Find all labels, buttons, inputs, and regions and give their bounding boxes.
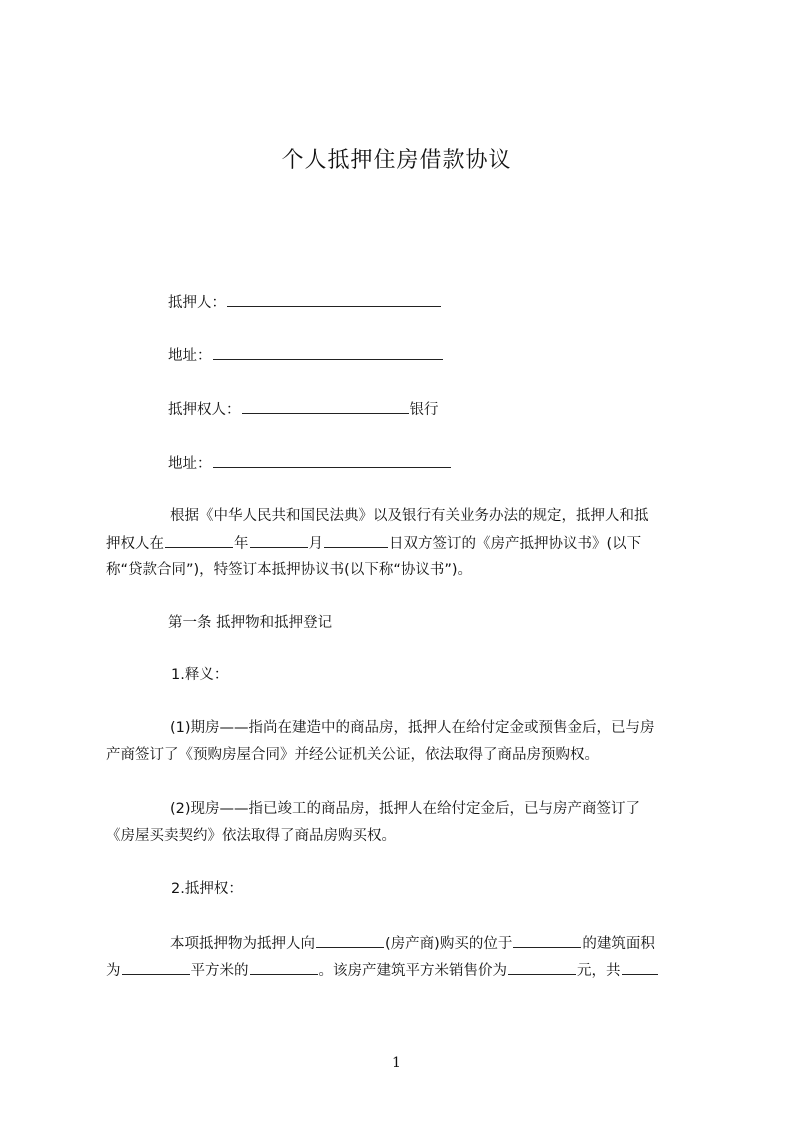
total-blank	[622, 960, 658, 975]
address2-field	[168, 453, 452, 474]
day-blank	[324, 533, 388, 548]
section-2-heading: 2.抵押权：	[171, 881, 243, 897]
paragraph-1-line-1: (1)期房——指尚在建造中的商品房，抵押人在给付定金或预售金后，已与房	[170, 720, 655, 736]
address2-blank	[213, 453, 451, 468]
section-1-heading: 1.释义：	[171, 667, 229, 683]
mortgagor-label: 抵押人：	[168, 295, 226, 311]
year-label: 年	[234, 536, 249, 552]
address1-label: 地址：	[168, 348, 212, 364]
mortgagee-field	[168, 399, 439, 420]
p3-text-d: 为	[106, 963, 121, 979]
year-blank	[165, 533, 233, 548]
p3-text-c: 的建筑面积	[582, 936, 655, 952]
document-title: 个人抵押住房借款协议	[281, 148, 512, 173]
article-1-heading: 第一条 抵押物和抵押登记	[168, 615, 333, 631]
intro-line-2	[106, 533, 641, 554]
intro-line-3: 称“贷款合同”)，特签订本抵押协议书(以下称“协议书”)。	[106, 562, 473, 578]
p3-text-b: (房产商)购买的位于	[385, 936, 513, 952]
p3-text-f: 。该房产建筑平方米销售价为	[318, 963, 507, 979]
mortgagee-blank	[242, 399, 409, 414]
mortgagor-field	[168, 292, 442, 313]
developer-blank	[316, 933, 384, 948]
p3-text-e: 平方米的	[190, 963, 249, 979]
intro-line-1: 根据《中华人民共和国民法典》以及银行有关业务办法的规定，抵押人和抵	[170, 508, 649, 524]
intro-text-a: 押权人在	[106, 536, 164, 552]
address1-blank	[213, 345, 443, 360]
address2-label: 地址：	[168, 456, 212, 472]
mortgagee-label: 抵押权人：	[168, 402, 241, 418]
month-label: 月	[308, 536, 323, 552]
paragraph-2-line-2: 《房屋买卖契约》依法取得了商品房购买权。	[106, 828, 396, 844]
mortgagor-blank	[227, 292, 441, 307]
mortgagee-suffix: 银行	[409, 402, 439, 418]
property-blank	[250, 960, 318, 975]
location-blank	[513, 933, 581, 948]
paragraph-2-line-1: (2)现房——指已竣工的商品房，抵押人在给付定金后，已与房产商签订了	[170, 801, 641, 817]
intro-text-d: 日双方签订的《房产抵押协议书》(以下	[389, 536, 642, 552]
paragraph-3-line-1	[170, 933, 655, 954]
address1-field	[168, 345, 444, 366]
paragraph-3-line-2	[106, 960, 659, 981]
paragraph-1-line-2: 产商签订了《预购房屋合同》并经公证机关公证，依法取得了商品房预购权。	[106, 747, 599, 763]
price-blank	[508, 960, 576, 975]
p3-text-a: 本项抵押物为抵押人向	[170, 936, 315, 952]
p3-text-g: 元，共	[577, 963, 621, 979]
area-blank	[122, 960, 190, 975]
month-blank	[250, 533, 308, 548]
page-number: 1	[392, 1055, 401, 1071]
